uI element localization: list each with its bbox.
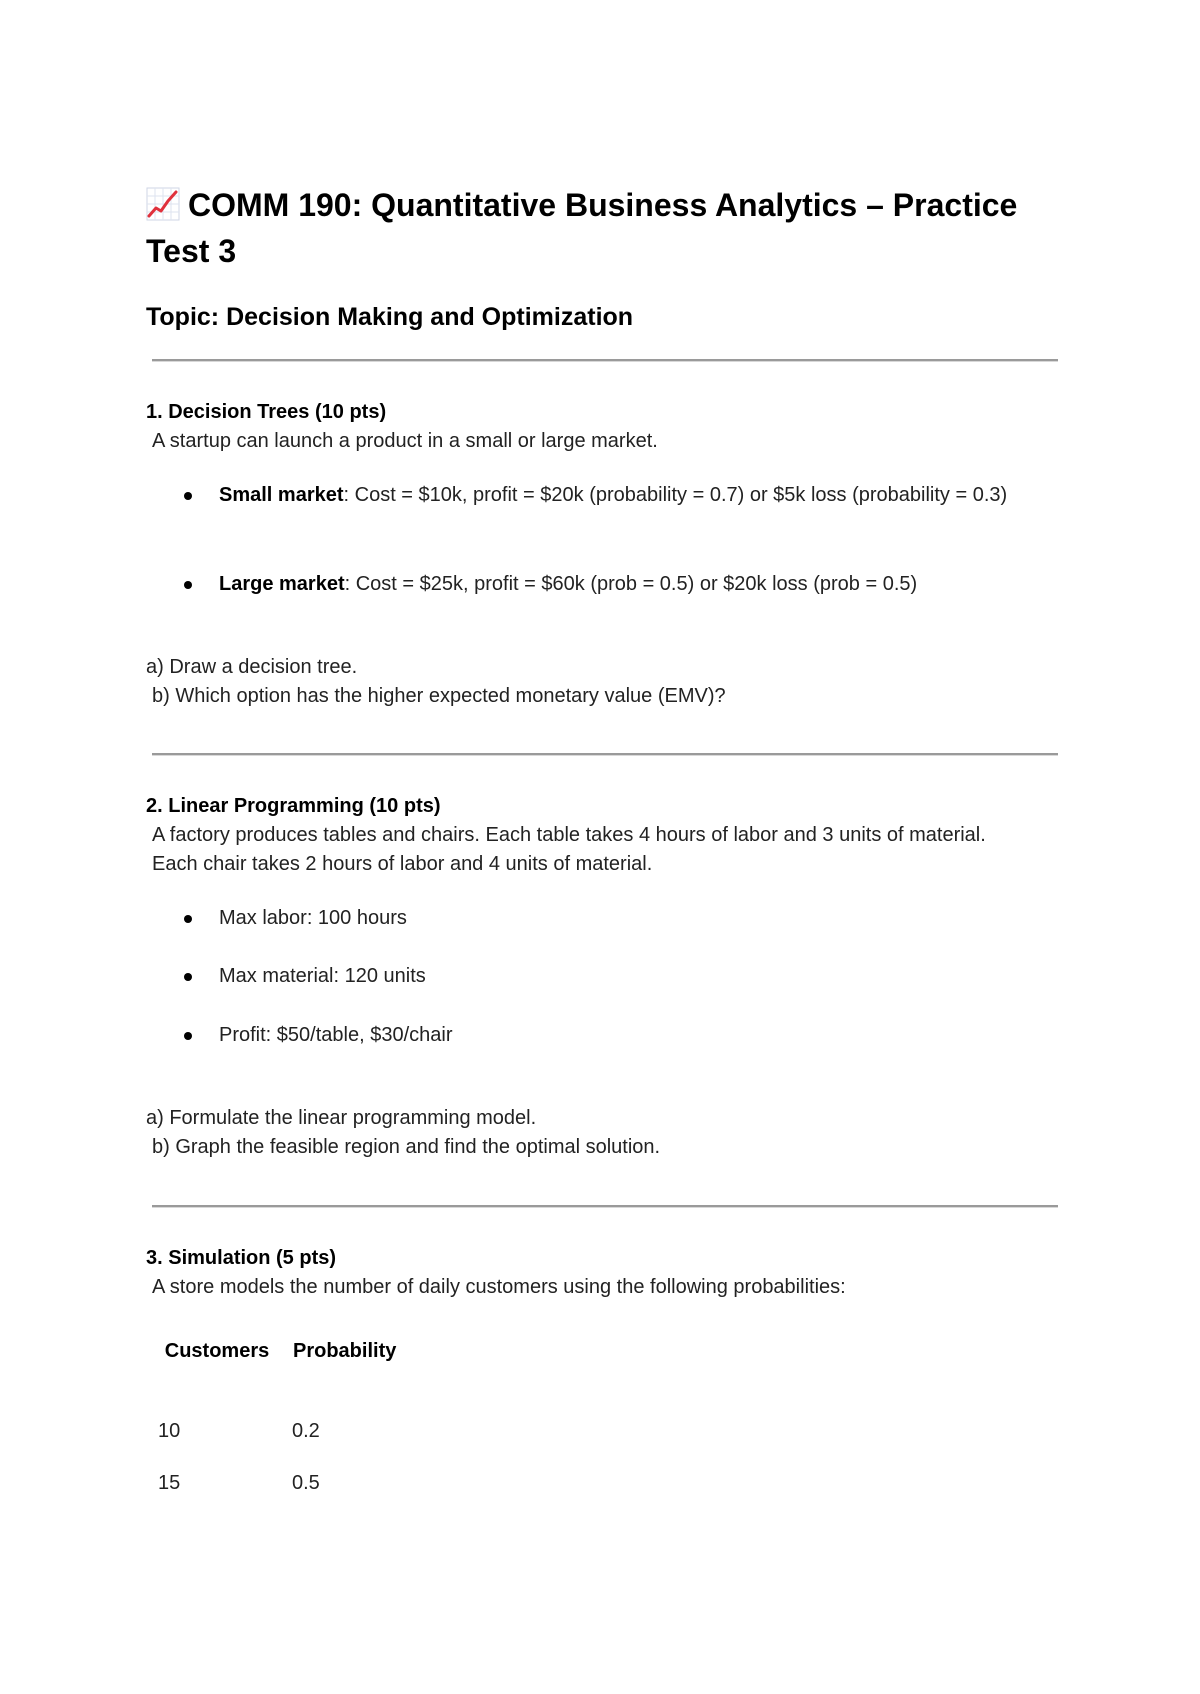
page-title xyxy=(146,182,1026,274)
table-header-customers: Customers xyxy=(164,1340,270,1362)
table-cell: 15 xyxy=(158,1472,181,1494)
divider xyxy=(152,359,1058,362)
divider xyxy=(152,1205,1058,1208)
table-cell: 0.2 xyxy=(292,1420,320,1442)
bullet-text: Profit: $50/table, $30/chair xyxy=(219,1024,453,1046)
section-intro: A store models the number of daily customers using the following probabilities: xyxy=(152,1276,846,1298)
bullet-text: : Cost = $10k, profit = $20k (probability = 0.7) or $5k loss (probability = 0.3) xyxy=(343,484,1008,506)
table-cell: 0.5 xyxy=(292,1472,320,1494)
list-item xyxy=(184,570,1064,599)
list-item xyxy=(184,962,1064,991)
question-b: b) Graph the feasible region and find the optimal solution. xyxy=(152,1136,661,1158)
table-header-probability: Probability xyxy=(293,1340,397,1362)
section-heading-decision-trees: 1. Decision Trees (10 pts) xyxy=(146,401,387,423)
section-heading-linear-programming: 2. Linear Programming (10 pts) xyxy=(146,795,441,817)
list-item xyxy=(184,904,1064,933)
section-intro: A factory produces tables and chairs. Each table takes 4 hours of labor and 3 units of material. Each chair takes 2 hours of labor and 4 units of material. xyxy=(152,824,986,875)
bullet-icon xyxy=(184,581,192,589)
question-a: a) Draw a decision tree. xyxy=(146,656,358,678)
bullet-text: Max labor: 100 hours xyxy=(219,907,407,929)
question-b: b) Which option has the higher expected monetary value (EMV)? xyxy=(152,685,726,707)
bullet-icon xyxy=(184,915,192,923)
list-item xyxy=(184,481,1064,510)
bullet-icon xyxy=(184,1032,192,1040)
question-a: a) Formulate the linear programming model. xyxy=(146,1107,537,1129)
section-intro: A startup can launch a product in a small or large market. xyxy=(152,430,658,452)
bullet-text: : Cost = $25k, profit = $60k (prob = 0.5) or $20k loss (prob = 0.5) xyxy=(344,573,918,595)
divider xyxy=(152,753,1058,756)
section-heading-simulation: 3. Simulation (5 pts) xyxy=(146,1247,337,1269)
bullet-label: Small market xyxy=(219,484,344,506)
list-item xyxy=(184,1021,1064,1050)
bullet-icon xyxy=(184,973,192,981)
bullet-label: Large market xyxy=(219,573,345,595)
bullet-icon xyxy=(184,492,192,500)
bullet-text: Max material: 120 units xyxy=(219,965,426,987)
table-cell: 10 xyxy=(158,1420,181,1442)
chart-increasing-icon xyxy=(146,187,180,221)
title-text: COMM 190: Quantitative Business Analytics – Practice Test 3 xyxy=(146,187,1018,269)
topic-heading: Topic: Decision Making and Optimization xyxy=(146,303,634,331)
